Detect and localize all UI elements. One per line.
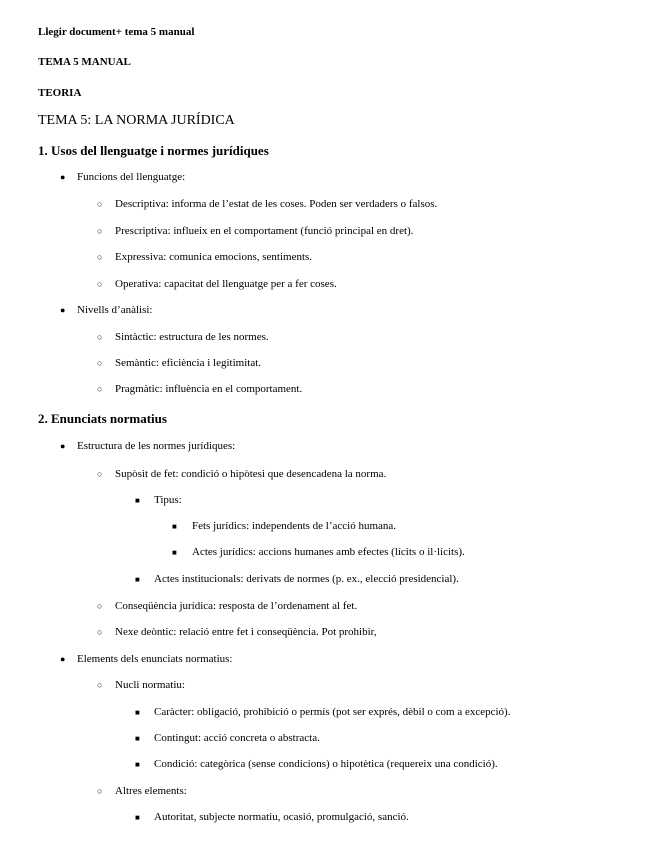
bullet-circle-icon [97,787,102,796]
list-item: Tipus: [154,494,182,506]
list-item: Conseqüència jurídica: resposta de l’ordenament al fet. [115,600,358,612]
list-item: Contingut: acció concreta o abstracta. [154,732,320,744]
bullet-circle-icon [97,253,102,262]
bullet-square-icon [172,522,177,531]
list-item: Supòsit de fet: condició o hipòtesi que desencadena la norma. [115,468,387,480]
list-item: Altres elements: [115,785,187,797]
bullet-square-icon [135,760,140,769]
list-item: Sintàctic: estructura de les normes. [115,331,269,343]
bullet-circle-icon [97,681,102,690]
bullet-square-icon [135,496,140,505]
list-item: Semàntic: eficiència i legitimitat. [115,357,262,369]
list-item: Expressiva: comunica emocions, sentiments. [115,251,313,263]
manual-heading: TEMA 5 MANUAL [38,56,131,68]
list-item: Actes jurídics: accions humanes amb efectes (lícits o il·lícits). [192,546,465,558]
list-item: Prescriptiva: influeix en el comportament (funció principal en dret). [115,225,414,237]
bullet-square-icon [135,708,140,717]
list-item: Actes institucionals: derivats de normes (p. ex., elecció presidencial). [154,573,459,585]
list-item: Operativa: capacitat del llenguatge per a fer coses. [115,278,337,290]
list-item: Nexe deòntic: relació entre fet i conseqüència. Pot prohibir, [115,626,377,638]
bullet-circle-icon [97,359,102,368]
bullet-disc-icon [60,442,65,451]
bullet-circle-icon [97,227,102,236]
section-heading-1: 1. Usos del llenguatge i normes jurídiques [38,143,269,158]
list-item: Nivells d’anàlisi: [77,304,153,316]
list-item: Elements dels enunciats normatius: [77,653,233,665]
bullet-square-icon [135,813,140,822]
bullet-square-icon [135,734,140,743]
bullet-disc-icon [60,306,65,315]
list-item: Descriptiva: informa de l’estat de les coses. Poden ser verdaders o falsos. [115,198,438,210]
bullet-disc-icon [60,173,65,182]
bullet-square-icon [135,575,140,584]
teoria-heading: TEORIA [38,87,82,99]
bullet-disc-icon [60,655,65,664]
bullet-circle-icon [97,628,102,637]
bullet-circle-icon [97,200,102,209]
section-heading-2: 2. Enunciats normatius [38,411,167,426]
list-item: Caràcter: obligació, prohibició o permís (pot ser exprés, dèbil o com a excepció). [154,706,511,718]
bullet-circle-icon [97,280,102,289]
list-item: Estructura de les normes jurídiques: [77,440,236,452]
list-item: Funcions del llenguatge: [77,171,186,183]
page-title: TEMA 5: LA NORMA JURÍDICA [38,113,235,128]
bullet-circle-icon [97,385,102,394]
breadcrumb: Llegir document+ tema 5 manual [38,26,195,38]
bullet-circle-icon [97,333,102,342]
bullet-circle-icon [97,602,102,611]
list-item: Autoritat, subjecte normatiu, ocasió, promulgació, sanció. [154,811,409,823]
bullet-circle-icon [97,470,102,479]
list-item: Pragmàtic: influència en el comportament. [115,383,303,395]
list-item: Fets jurídics: independents de l’acció humana. [192,520,397,532]
bullet-square-icon [172,548,177,557]
list-item: Condició: categòrica (sense condicions) o hipotètica (requereix una condició). [154,758,498,770]
list-item: Nucli normatiu: [115,679,185,691]
